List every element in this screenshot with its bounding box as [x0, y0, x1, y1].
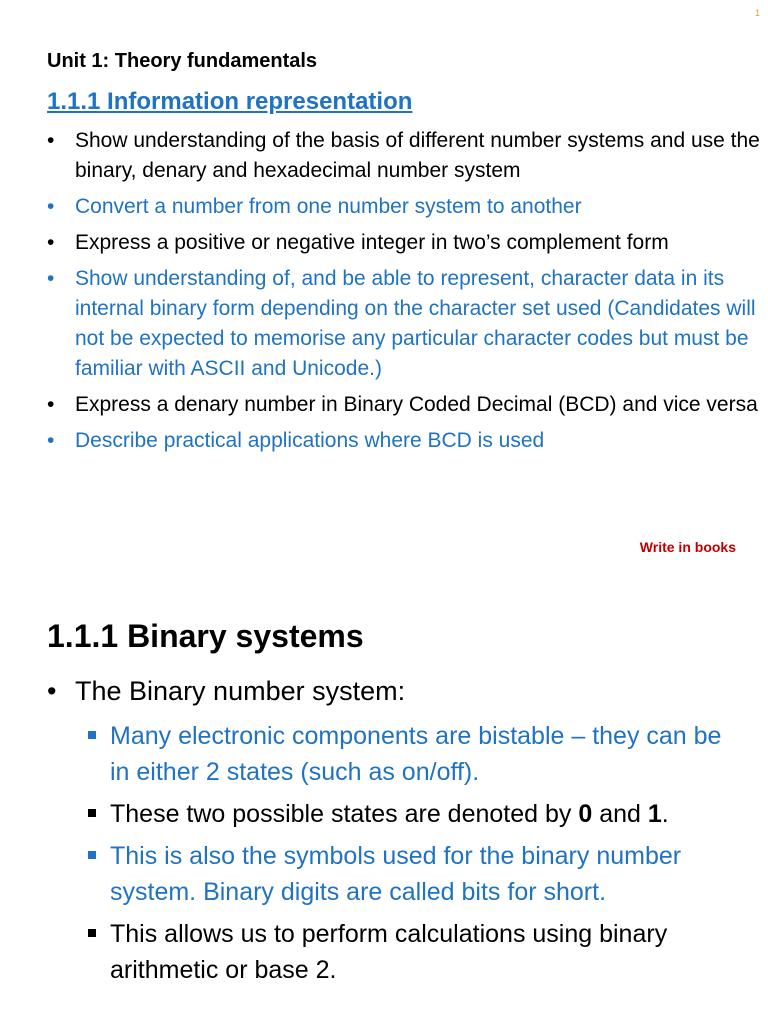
objective-item: [47, 126, 762, 186]
sub-bullet-item: [84, 796, 734, 832]
objective-text: Convert a number from one number system to another: [75, 195, 582, 218]
sub-bullet-text: Many electronic components are bistable – they can be in either 2 states (such as on/off).: [110, 722, 722, 786]
sub-bullet-item: [84, 718, 734, 790]
objective-text: Show understanding of, and be able to represent, character data in its internal binary form depending on the character set used (Candidates will not be expected to memorise any particular character codes but must be familiar with ASCII and Unicode.): [75, 267, 756, 380]
sub-bullet-text-post: .: [661, 800, 669, 828]
main-bullet-text: The Binary number system:: [75, 676, 406, 706]
square-bullet-icon: [88, 731, 96, 739]
write-in-books-note: Write in books: [639, 539, 736, 555]
bullet-icon: •: [47, 393, 55, 416]
digit-zero: 0: [578, 800, 593, 828]
sub-bullet-text-mid: and: [592, 800, 648, 828]
sub-bullet-text-pre: These two possible states are denoted by: [110, 800, 579, 828]
bullet-icon: •: [47, 231, 55, 254]
square-bullet-icon: [88, 809, 96, 817]
bullet-icon: •: [47, 676, 57, 706]
bullet-icon: •: [47, 129, 55, 152]
main-bullet: [47, 676, 405, 707]
objective-text: Describe practical applications where BCD is used: [75, 429, 545, 452]
square-bullet-icon: [88, 929, 96, 937]
objective-item: [47, 390, 762, 420]
objective-item: [47, 264, 762, 384]
section-title: 1.1.1 Information representation: [47, 88, 413, 115]
objective-text: Express a positive or negative integer in two’s complement form: [75, 231, 669, 254]
binary-systems-title: 1.1.1 Binary systems: [47, 618, 364, 654]
bullet-icon: •: [47, 429, 55, 452]
objective-text: Express a denary number in Binary Coded Decimal (BCD) and vice versa: [75, 393, 758, 416]
sub-bullet-item: [84, 916, 734, 988]
square-bullet-icon: [88, 851, 96, 859]
objective-text: Show understanding of the basis of different number systems and use the binary, denary and hexadecimal number system: [75, 129, 760, 182]
digit-one: 1: [647, 800, 662, 828]
bullet-icon: •: [47, 267, 55, 290]
objectives-list: [47, 126, 762, 462]
unit-title: Unit 1: Theory fundamentals: [47, 50, 318, 72]
objective-item: [47, 192, 762, 222]
sub-bullet-item: [84, 838, 734, 910]
binary-sub-list: [84, 718, 734, 994]
objective-item: [47, 228, 762, 258]
sub-bullet-text: This is also the symbols used for the binary number system. Binary digits are called bits for short.: [110, 842, 682, 906]
objective-item: [47, 426, 762, 456]
bullet-icon: •: [47, 195, 55, 218]
page-number: 1: [754, 8, 760, 18]
sub-bullet-text: This allows us to perform calculations using binary arithmetic or base 2.: [110, 920, 668, 984]
